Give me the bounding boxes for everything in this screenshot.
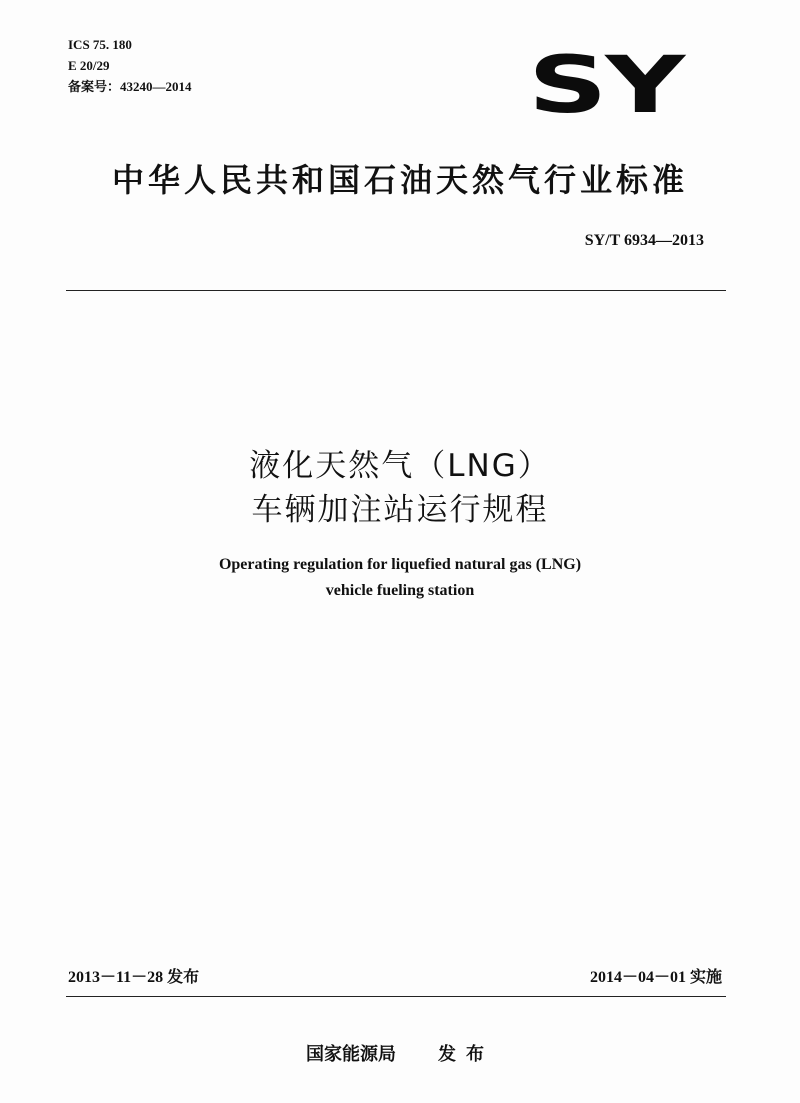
issuer-line	[0, 1040, 800, 1066]
title-chinese-line-2: 车辆加注站运行规程	[251, 492, 549, 528]
ccs-code: E 20/29	[68, 58, 110, 73]
issue-action: 发布	[438, 1044, 494, 1065]
title-english-line-2: vehicle fueling station	[325, 582, 475, 599]
implementation-date: 2014－04－01 实施	[589, 969, 722, 986]
filing-number: 备案号：43240—2014	[68, 79, 192, 94]
title-chinese-line-1: 液化天然气（LNG）	[249, 448, 551, 484]
ics-code: ICS 75. 180	[68, 37, 132, 52]
top-divider	[66, 290, 726, 291]
title-english-line-1: Operating regulation for liquefied natural gas (LNG)	[218, 556, 582, 573]
standard-type-heading: 中华人民共和国石油天然气行业标准	[111, 161, 688, 199]
standard-number: SY/T 6934—2013	[584, 232, 704, 249]
issuing-organization: 国家能源局	[306, 1044, 396, 1065]
classification-block	[68, 34, 192, 97]
issue-date: 2013－11－28 发布	[68, 969, 200, 986]
sy-logo: SY	[528, 39, 683, 131]
bottom-divider	[66, 996, 726, 997]
